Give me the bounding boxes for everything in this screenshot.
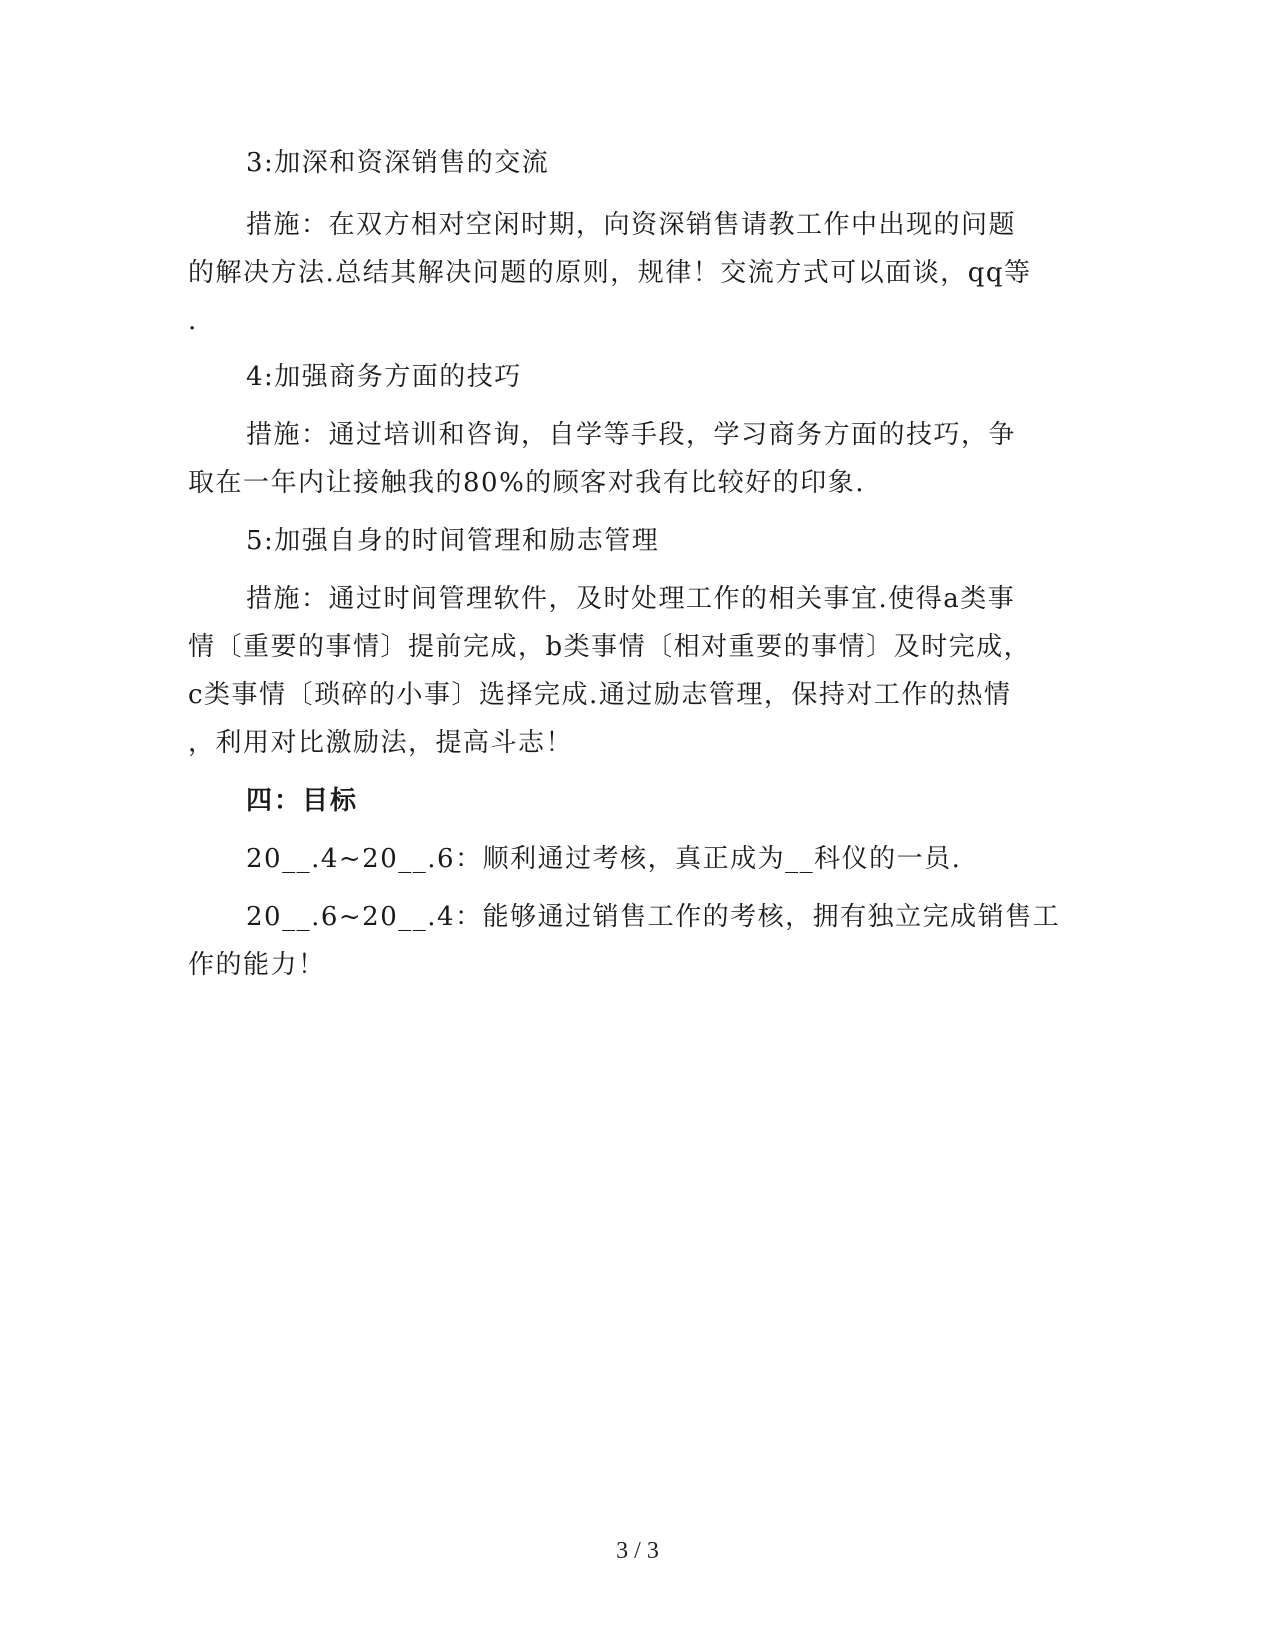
measure-line: 措施：通过培训和咨询，自学等手段，学习商务方面的技巧，争 [246,420,1017,450]
goal-line: 作的能力！ [188,950,326,980]
item-title: 4:加强商务方面的技巧 [246,362,522,392]
measure-line: c类事情〔琐碎的小事〕选择完成.通过励志管理，保持对工作的热情 [188,680,1012,710]
measure-line: 的解决方法.总结其解决问题的原则，规律！交流方式可以面谈，qq等 [188,258,1032,288]
measure-line: 措施：通过时间管理软件，及时处理工作的相关事宜.使得a类事 [246,584,1016,614]
page-number: 3 / 3 [616,1538,659,1564]
measure-line: ，利用对比激励法，提高斗志！ [188,728,574,758]
item-title: 5:加强自身的时间管理和励志管理 [246,526,660,556]
measure-line: 措施：在双方相对空闲时期，向资深销售请教工作中出现的问题 [246,210,1017,240]
item-title: 3:加深和资深销售的交流 [246,148,550,178]
measure-line: 取在一年内让接触我的80%的顾客对我有比较好的印象. [188,468,866,498]
measure-line: . [188,306,198,336]
document-body [188,148,1078,980]
measure-line: 情〔重要的事情〕提前完成，b类事情〔相对重要的事情〕及时完成， [188,632,1032,662]
goal-line: 20__.4~20__.6：顺利通过考核，真正成为__科仪的一员. [246,844,962,874]
goal-line: 20__.6~20__.4：能够通过销售工作的考核，拥有独立完成销售工 [246,902,1061,932]
section-heading: 四：目标 [246,786,359,816]
